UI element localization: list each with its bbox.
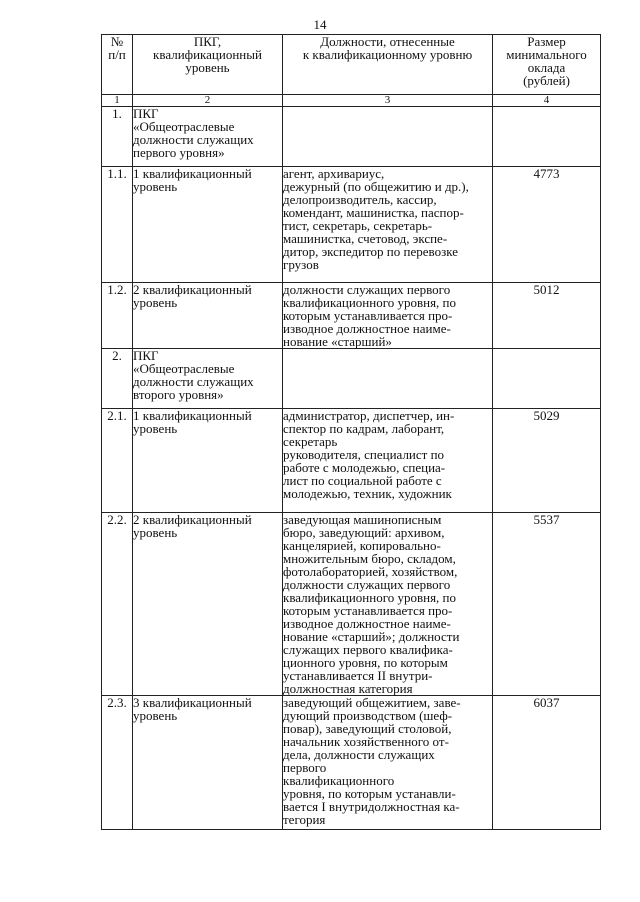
pkg-level-line: «Общеотраслевые <box>133 119 235 134</box>
pkg-level-cell <box>133 513 283 696</box>
positions-cell <box>283 409 493 513</box>
positions-line: комендант, машинистка, паспор- <box>283 205 464 220</box>
table-row <box>102 349 601 409</box>
pkg-level-line: первого уровня» <box>133 145 225 160</box>
salary-cell: 4773 <box>493 167 601 283</box>
row-number: 1.1. <box>102 167 133 283</box>
header-salary-line: оклада <box>527 60 566 75</box>
pkg-level-cell <box>133 696 283 830</box>
positions-line: тегория <box>283 812 326 827</box>
pkg-level-line: 1 квалификационный <box>133 166 252 181</box>
pkg-level-line: 2 квалификационный <box>133 512 252 527</box>
positions-line: должности служащих первого <box>283 577 451 592</box>
positions-line: спектор по кадрам, лаборант, <box>283 421 445 436</box>
pkg-level-line: 1 квалификационный <box>133 408 252 423</box>
header-positions <box>283 35 493 95</box>
positions-line: грузов <box>283 257 319 272</box>
positions-line: фотолабораторией, хозяйством, <box>283 564 458 579</box>
positions-line: тист, секретарь, секретарь- <box>283 218 433 233</box>
header-positions-line: Должности, отнесенные <box>320 34 455 49</box>
positions-line: машинистка, счетовод, экспе- <box>283 231 448 246</box>
table-row <box>102 283 601 349</box>
row-number: 2.3. <box>102 696 133 830</box>
row-number: 2.2. <box>102 513 133 696</box>
salary-cell <box>493 107 601 167</box>
pkg-level-line: «Общеотраслевые <box>133 361 235 376</box>
positions-cell <box>283 349 493 409</box>
qualification-salary-table <box>101 34 601 830</box>
pkg-level-cell <box>133 283 283 349</box>
salary-cell: 5012 <box>493 283 601 349</box>
positions-cell <box>283 167 493 283</box>
positions-line: начальник хозяйственного от- <box>283 734 449 749</box>
positions-line: делопроизводитель, кассир, <box>283 192 437 207</box>
header-pkg-line: квалификационный <box>153 47 262 62</box>
header-num-line: № <box>110 34 124 49</box>
positions-line: дитор, экспедитор по перевозке <box>283 244 458 259</box>
pkg-level-line: второго уровня» <box>133 387 224 402</box>
positions-cell <box>283 107 493 167</box>
table-row <box>102 167 601 283</box>
header-num <box>102 35 133 95</box>
salary-cell <box>493 349 601 409</box>
positions-line: молодежью, техник, художник <box>283 486 452 501</box>
positions-line: устанавливается II внутри- <box>283 668 433 683</box>
pkg-level-line: 2 квалификационный <box>133 282 252 297</box>
positions-line: нование «старший» <box>283 334 392 349</box>
pkg-level-cell <box>133 349 283 409</box>
positions-line: работе с молодежью, специа- <box>283 460 446 475</box>
positions-cell <box>283 513 493 696</box>
row-number: 2. <box>102 349 133 409</box>
positions-line: канцелярией, копировально- <box>283 538 441 553</box>
positions-line: агент, архивариус, <box>283 166 385 181</box>
positions-line: которым устанавливается про- <box>283 603 453 618</box>
pkg-level-line: ПКГ <box>133 106 159 121</box>
salary-cell: 6037 <box>493 696 601 830</box>
pkg-level-line: уровень <box>133 179 178 194</box>
pkg-level-line: уровень <box>133 708 178 723</box>
header-num-line: п/п <box>108 47 126 62</box>
pkg-level-line: должности служащих <box>133 374 254 389</box>
positions-line: секретарь <box>283 434 338 449</box>
positions-line: квалификационного уровня, по <box>283 295 456 310</box>
positions-line: должности служащих первого <box>283 282 451 297</box>
positions-line: квалификационного <box>283 773 395 788</box>
pkg-level-cell <box>133 107 283 167</box>
positions-line: служащих первого квалифика- <box>283 642 453 657</box>
pkg-level-line: уровень <box>133 525 178 540</box>
column-index: 3 <box>283 95 493 107</box>
positions-line: которым устанавливается про- <box>283 308 453 323</box>
pkg-level-line: должности служащих <box>133 132 254 147</box>
positions-line: повар), заведующий столовой, <box>283 721 452 736</box>
header-salary-line: Размер <box>527 34 566 49</box>
page-number: 14 <box>313 17 327 32</box>
header-salary-line: минимального <box>506 47 587 62</box>
column-index: 1 <box>102 95 133 107</box>
positions-line: лист по социальной работе с <box>283 473 442 488</box>
positions-line: изводное должностное наиме- <box>283 321 451 336</box>
header-pkg-line: ПКГ, <box>193 34 222 49</box>
salary-cell: 5537 <box>493 513 601 696</box>
positions-line: уровня, по которым устанавли- <box>283 786 456 801</box>
row-number: 1.2. <box>102 283 133 349</box>
positions-line: должностная категория <box>283 681 413 696</box>
table-header-row <box>102 35 601 95</box>
positions-line: первого <box>283 760 327 775</box>
pkg-level-line: уровень <box>133 295 178 310</box>
positions-line: изводное должностное наиме- <box>283 616 451 631</box>
pkg-level-line: ПКГ <box>133 348 159 363</box>
header-pkg-line: уровень <box>185 60 230 75</box>
table-row <box>102 409 601 513</box>
header-salary-line: (рублей) <box>523 73 570 88</box>
positions-line: вается I внутридолжностная ка- <box>283 799 460 814</box>
positions-line: бюро, заведующий: архивом, <box>283 525 445 540</box>
pkg-level-line: 3 квалификационный <box>133 695 252 710</box>
positions-line: ционного уровня, по которым <box>283 655 448 670</box>
positions-line: дела, должности служащих <box>283 747 435 762</box>
column-index-row <box>102 95 601 107</box>
pkg-level-cell <box>133 409 283 513</box>
positions-cell <box>283 696 493 830</box>
positions-line: квалификационного уровня, по <box>283 590 456 605</box>
header-positions-line: к квалификационному уровню <box>302 47 473 62</box>
table-row <box>102 107 601 167</box>
positions-line: руководителя, специалист по <box>283 447 445 462</box>
header-salary <box>493 35 601 95</box>
positions-cell <box>283 283 493 349</box>
column-index: 4 <box>493 95 601 107</box>
column-index: 2 <box>133 95 283 107</box>
salary-cell: 5029 <box>493 409 601 513</box>
positions-line: дежурный (по общежитию и др.), <box>283 179 469 194</box>
positions-line: администратор, диспетчер, ин- <box>283 408 455 423</box>
positions-line: нование «старший»; должности <box>283 629 460 644</box>
positions-line: заведующий общежитием, заве- <box>283 695 461 710</box>
table-body <box>102 107 601 830</box>
pkg-level-line: уровень <box>133 421 178 436</box>
row-number: 1. <box>102 107 133 167</box>
pkg-level-cell <box>133 167 283 283</box>
positions-line: заведующая машинописным <box>283 512 442 527</box>
table-row <box>102 696 601 830</box>
positions-line: дующий производством (шеф- <box>283 708 453 723</box>
header-pkg <box>133 35 283 95</box>
table-row <box>102 513 601 696</box>
positions-line: множительным бюро, складом, <box>283 551 456 566</box>
row-number: 2.1. <box>102 409 133 513</box>
